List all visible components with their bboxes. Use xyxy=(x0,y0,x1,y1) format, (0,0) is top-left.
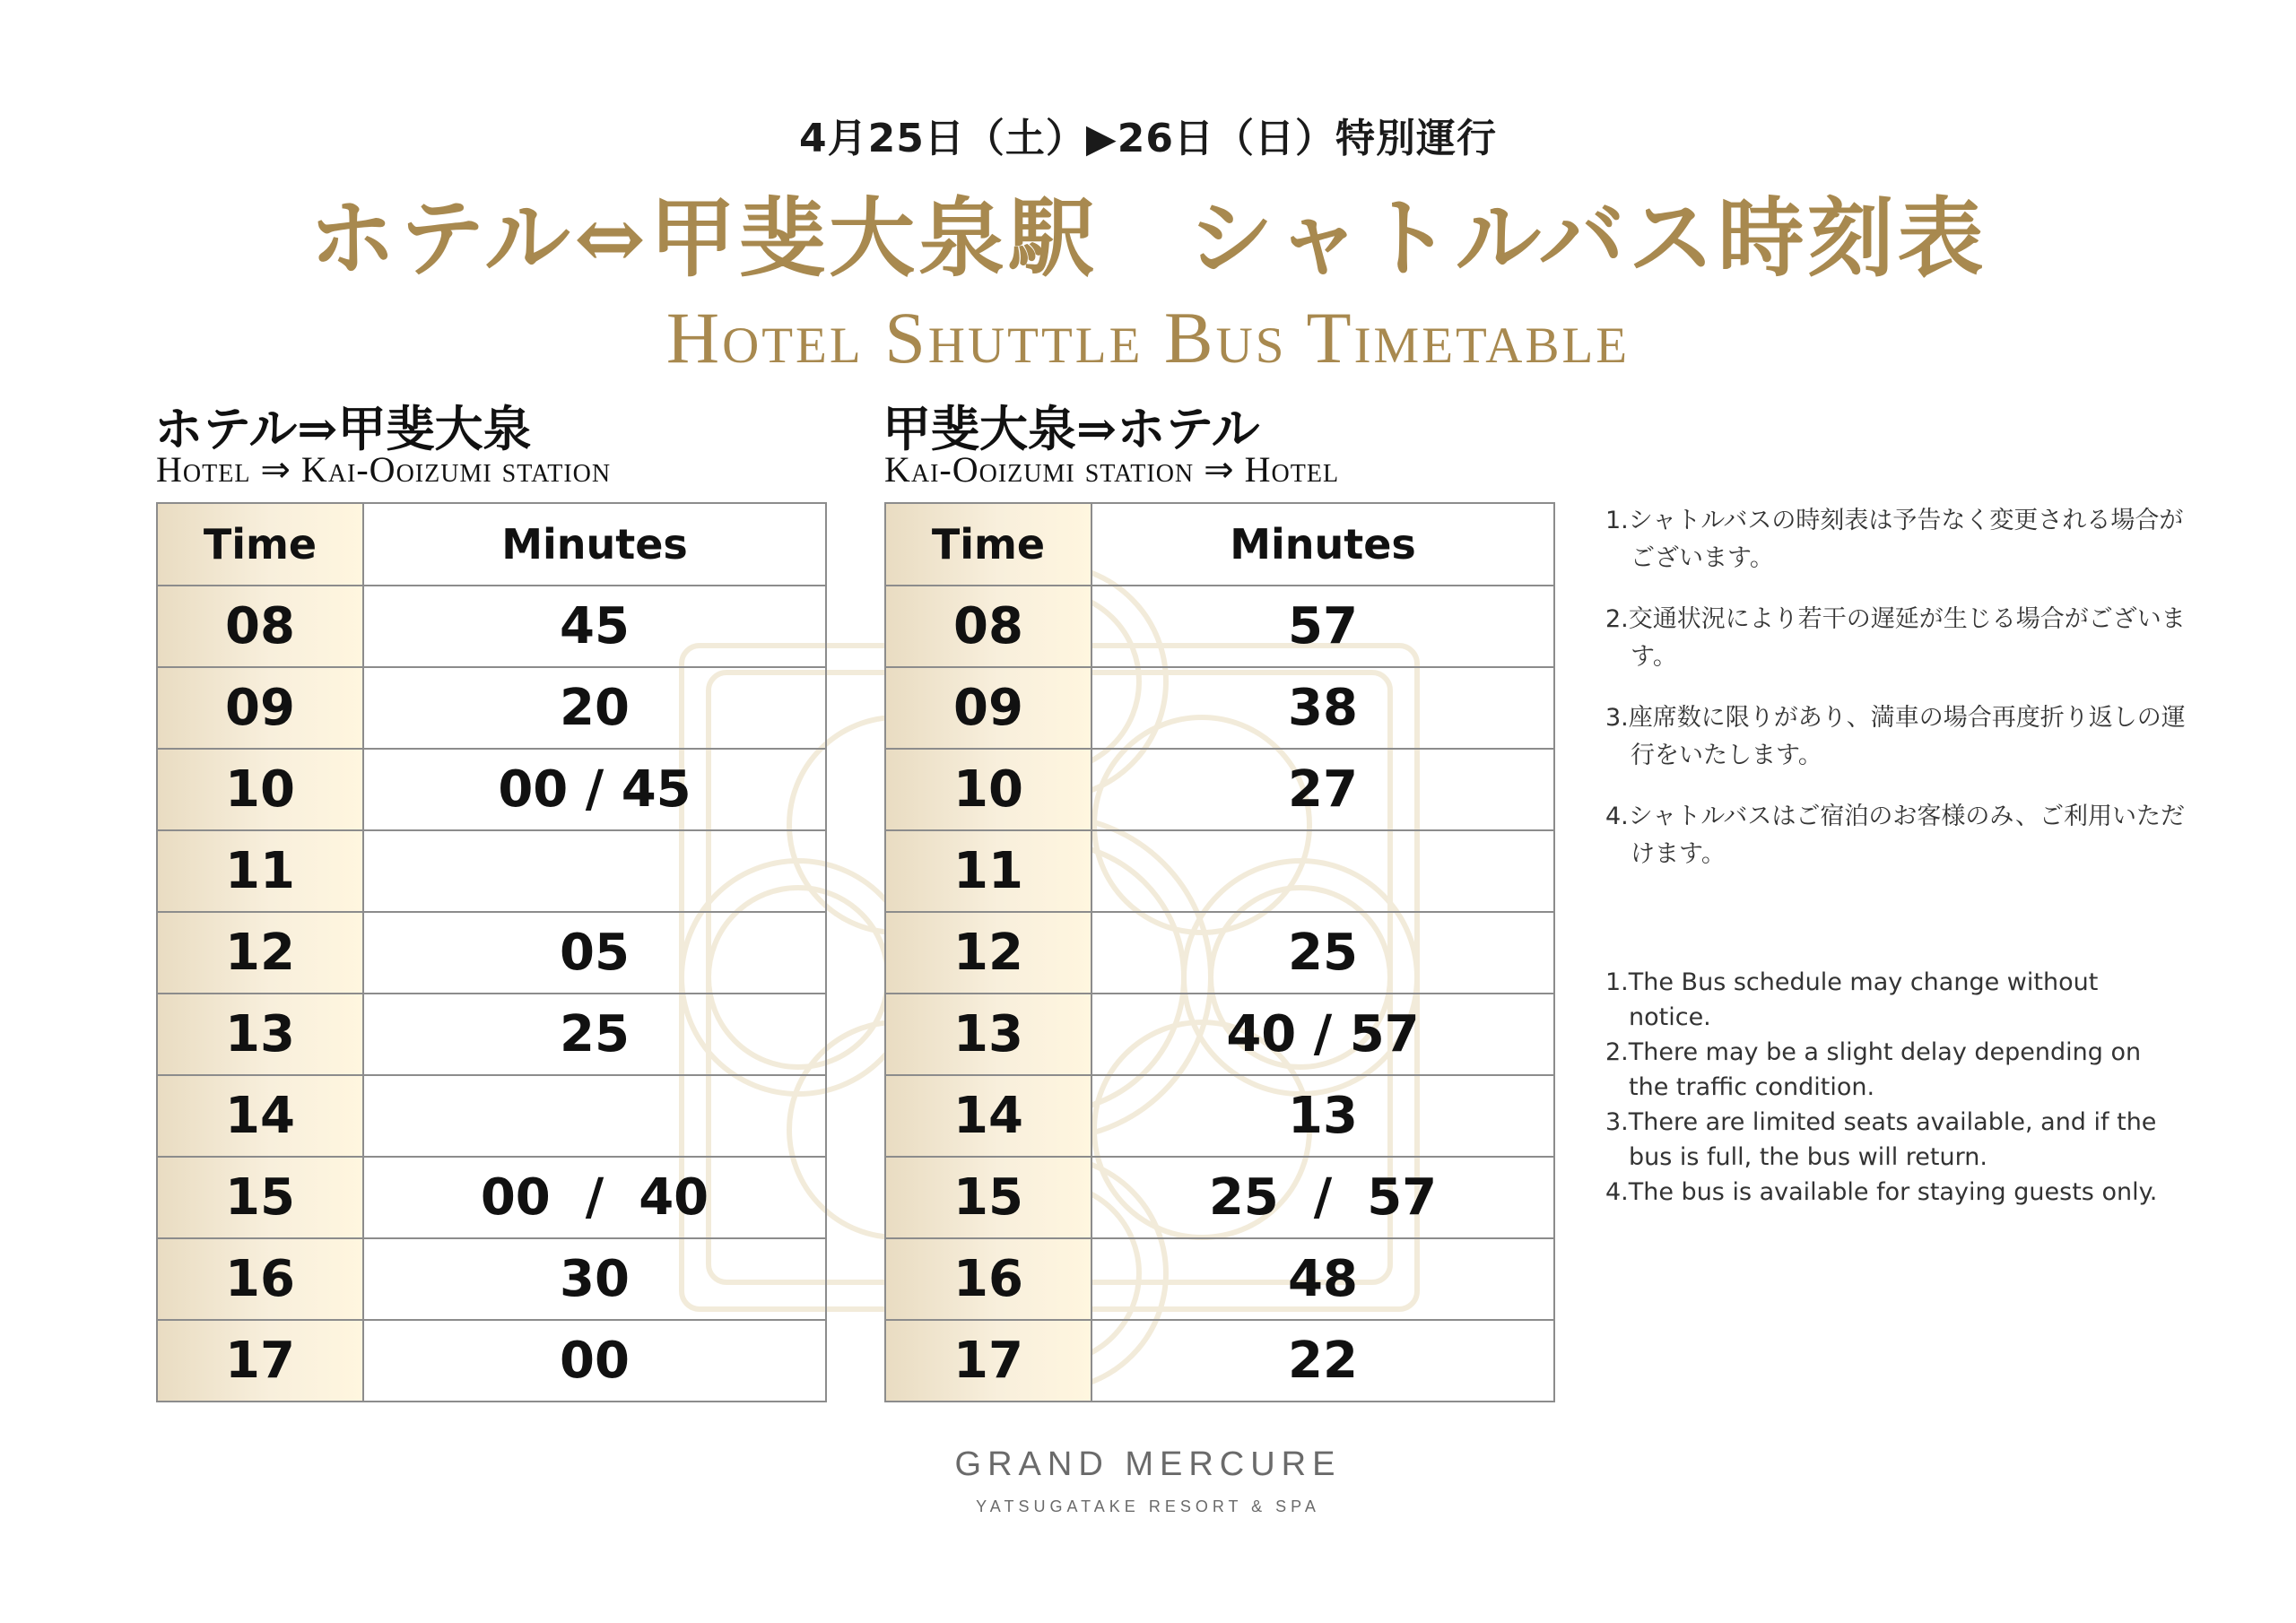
minutes-cell: 30 xyxy=(363,1238,826,1320)
left-route-title-en: Hotel ⇒ Kai-Ooizumi station xyxy=(156,449,612,490)
table-row xyxy=(157,1075,826,1157)
table-row xyxy=(885,667,1554,749)
minutes-cell: 00 xyxy=(363,1320,826,1402)
hour-cell: 14 xyxy=(885,1075,1091,1157)
hour-cell: 08 xyxy=(885,586,1091,667)
minutes-cell: 25 / 57 xyxy=(1091,1157,1554,1238)
timetable-hotel-to-station xyxy=(156,502,827,1402)
hour-cell: 09 xyxy=(157,667,363,749)
hour-cell: 11 xyxy=(157,830,363,912)
left-route-title-jp: ホテル⇒甲斐大泉 xyxy=(154,400,532,457)
table-row xyxy=(157,994,826,1075)
minutes-cell: 00 / 40 xyxy=(363,1157,826,1238)
table-row xyxy=(885,1157,1554,1238)
minutes-cell: 00 / 45 xyxy=(363,749,826,830)
minutes-cell: 13 xyxy=(1091,1075,1554,1157)
table-row xyxy=(157,586,826,667)
minutes-cell: 25 xyxy=(363,994,826,1075)
table-row xyxy=(885,994,1554,1075)
brand-logo-subtitle: YATSUGATAKE RESORT & SPA xyxy=(976,1497,1320,1515)
brand-logo-name: GRAND MERCURE xyxy=(954,1445,1342,1483)
table-header-row xyxy=(157,503,826,586)
table-row xyxy=(885,749,1554,830)
note-item: 4.シャトルバスはご宿泊のお客様のみ、ご利用いただけます。 xyxy=(1605,803,2185,868)
minutes-cell: 38 xyxy=(1091,667,1554,749)
hour-cell: 09 xyxy=(885,667,1091,749)
minutes-cell: 40 / 57 xyxy=(1091,994,1554,1075)
hour-cell: 12 xyxy=(885,912,1091,994)
column-header-time: Time xyxy=(157,503,363,586)
right-route-title-jp: 甲斐大泉⇒ホテル xyxy=(883,400,1260,457)
hour-cell: 17 xyxy=(885,1320,1091,1402)
minutes-cell xyxy=(1091,830,1554,912)
hour-cell: 14 xyxy=(157,1075,363,1157)
notes-japanese xyxy=(1605,502,2188,897)
column-header-minutes: Minutes xyxy=(1091,503,1554,586)
minutes-cell xyxy=(363,1075,826,1157)
hour-cell: 13 xyxy=(885,994,1091,1075)
minutes-cell xyxy=(363,830,826,912)
note-item: 4.The bus is available for staying guests only. xyxy=(1605,1178,2158,1206)
minutes-cell: 48 xyxy=(1091,1238,1554,1320)
timetable-station-to-hotel xyxy=(884,502,1555,1402)
minutes-cell: 57 xyxy=(1091,586,1554,667)
table-row xyxy=(885,830,1554,912)
table-row xyxy=(157,1238,826,1320)
minutes-cell: 05 xyxy=(363,912,826,994)
note-item: 2.There may be a slight delay depending on the traffic condition. xyxy=(1605,1038,2142,1101)
hour-cell: 12 xyxy=(157,912,363,994)
table-row xyxy=(157,1157,826,1238)
note-item: 3.There are limited seats available, and if the bus is full, the bus will return. xyxy=(1605,1108,2157,1171)
hour-cell: 11 xyxy=(885,830,1091,912)
note-item: 2.交通状況により若干の遅延が生じる場合がございます。 xyxy=(1605,605,2186,671)
table-row xyxy=(885,1320,1554,1402)
table-row xyxy=(157,1320,826,1402)
note-item: 3.座席数に限りがあり、満車の場合再度折り返しの運行をいたします。 xyxy=(1605,704,2186,769)
table-row xyxy=(157,830,826,912)
minutes-cell: 22 xyxy=(1091,1320,1554,1402)
hour-cell: 10 xyxy=(157,749,363,830)
column-header-time: Time xyxy=(885,503,1091,586)
page-title-japanese: ホテル⇔甲斐大泉駅 シャトルバス時刻表 xyxy=(309,187,1987,289)
hour-cell: 16 xyxy=(885,1238,1091,1320)
hour-cell: 15 xyxy=(885,1157,1091,1238)
minutes-cell: 20 xyxy=(363,667,826,749)
note-item: 1.The Bus schedule may change without notice. xyxy=(1605,968,2099,1031)
table-row xyxy=(885,912,1554,994)
table-row xyxy=(157,912,826,994)
date-banner: 4月25日（土）▶26日（日）特別運行 xyxy=(799,116,1497,161)
page-title-english: Hotel Shuttle Bus Timetable xyxy=(665,297,1631,378)
table-row xyxy=(157,749,826,830)
column-header-minutes: Minutes xyxy=(363,503,826,586)
minutes-cell: 45 xyxy=(363,586,826,667)
table-row xyxy=(885,1075,1554,1157)
hour-cell: 17 xyxy=(157,1320,363,1402)
hour-cell: 13 xyxy=(157,994,363,1075)
note-item: 1.シャトルバスの時刻表は予告なく変更される場合がございます。 xyxy=(1605,507,2184,572)
table-header-row xyxy=(885,503,1554,586)
right-route-title-en: Kai-Ooizumi station ⇒ Hotel xyxy=(884,449,1340,490)
notes-english xyxy=(1605,965,2179,1210)
hour-cell: 08 xyxy=(157,586,363,667)
minutes-cell: 27 xyxy=(1091,749,1554,830)
table-row xyxy=(157,667,826,749)
hour-cell: 16 xyxy=(157,1238,363,1320)
hour-cell: 15 xyxy=(157,1157,363,1238)
hour-cell: 10 xyxy=(885,749,1091,830)
table-row xyxy=(885,586,1554,667)
minutes-cell: 25 xyxy=(1091,912,1554,994)
table-row xyxy=(885,1238,1554,1320)
